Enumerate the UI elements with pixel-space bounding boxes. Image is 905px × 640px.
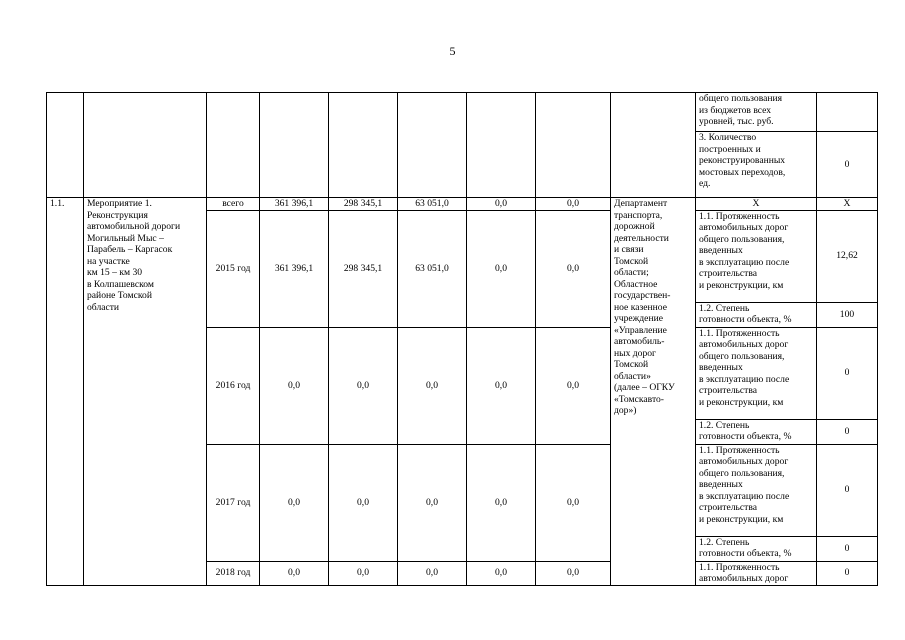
indicator-value: 0 [817,327,878,419]
indicator-value: 0 [817,419,878,444]
indicator-name: общего пользования из бюджетов всех уровней, тыс. руб. [696,93,817,132]
empty-cell [398,93,467,198]
indicator-name: 1.1. Протяженность автомобильных дорог общего пользования, введенных в эксплуатацию после строительства и реконструкции, км [696,444,817,536]
value-cell: 0,0 [536,327,611,444]
indicator-name: 1.1. Протяженность автомобильных дорог [696,561,817,585]
indicator-name: X [696,198,817,211]
indicator-value: X [817,198,878,211]
indicator-name: 1.2. Степень готовности объекта, % [696,419,817,444]
indicator-name: 1.2. Степень готовности объекта, % [696,302,817,327]
empty-cell [467,93,536,198]
value-cell: 298 345,1 [329,210,398,327]
executor-cell: Департамент транспорта, дорожной деятельности и связи Томской области; Областное государствен- ное казенное учреждение «Управление автомобиль- ных дорог Томской области» (далее – ОГКУ «Томскавто- дор») [611,198,696,586]
page-number: 5 [449,44,456,58]
period-cell: 2018 год [207,561,260,585]
indicator-value: 0 [817,561,878,585]
empty-cell [84,93,207,198]
continuation-row [47,93,878,132]
value-cell: 361 396,1 [260,210,329,327]
value-cell: 0,0 [329,444,398,561]
indicator-value: 0 [817,536,878,561]
value-cell: 0,0 [398,444,467,561]
value-cell: 0,0 [467,198,536,211]
empty-cell [536,93,611,198]
empty-cell [329,93,398,198]
period-cell: 2016 год [207,327,260,444]
period-cell: 2017 год [207,444,260,561]
indicator-value: 0 [817,444,878,536]
value-cell: 0,0 [536,210,611,327]
table-row-total [47,198,878,211]
period-cell: всего [207,198,260,211]
value-cell: 0,0 [398,327,467,444]
period-cell: 2015 год [207,210,260,327]
value-cell: 361 396,1 [260,198,329,211]
indicator-value [817,93,878,132]
value-cell: 0,0 [467,327,536,444]
value-cell: 0,0 [260,444,329,561]
indicator-value: 0 [817,132,878,198]
value-cell: 0,0 [260,561,329,585]
value-cell: 63 051,0 [398,210,467,327]
value-cell: 0,0 [398,561,467,585]
value-cell: 0,0 [329,327,398,444]
indicator-value: 12,62 [817,210,878,302]
value-cell: 0,0 [536,561,611,585]
value-cell: 0,0 [536,198,611,211]
indicator-value: 100 [817,302,878,327]
empty-cell [260,93,329,198]
value-cell: 63 051,0 [398,198,467,211]
indicator-name: 1.1. Протяженность автомобильных дорог общего пользования, введенных в эксплуатацию после строительства и реконструкции, км [696,327,817,419]
program-table [46,92,878,586]
value-cell: 0,0 [260,327,329,444]
value-cell: 0,0 [467,210,536,327]
value-cell: 0,0 [467,561,536,585]
indicator-name: 1.2. Степень готовности объекта, % [696,536,817,561]
measure-number: 1.1. [47,198,84,586]
value-cell: 0,0 [467,444,536,561]
indicator-name: 1.1. Протяженность автомобильных дорог общего пользования, введенных в эксплуатацию после строительства и реконструкции, км [696,210,817,302]
empty-cell [611,93,696,198]
empty-cell [207,93,260,198]
empty-cell [47,93,84,198]
measure-name: Мероприятие 1. Реконструкция автомобильной дороги Могильный Мыс – Парабель – Каргасок на участке км 15 – км 30 в Колпашевском районе Томской области [84,198,207,586]
value-cell: 0,0 [329,561,398,585]
indicator-name: 3. Количество построенных и реконструированных мостовых переходов, ед. [696,132,817,198]
value-cell: 298 345,1 [329,198,398,211]
value-cell: 0,0 [536,444,611,561]
